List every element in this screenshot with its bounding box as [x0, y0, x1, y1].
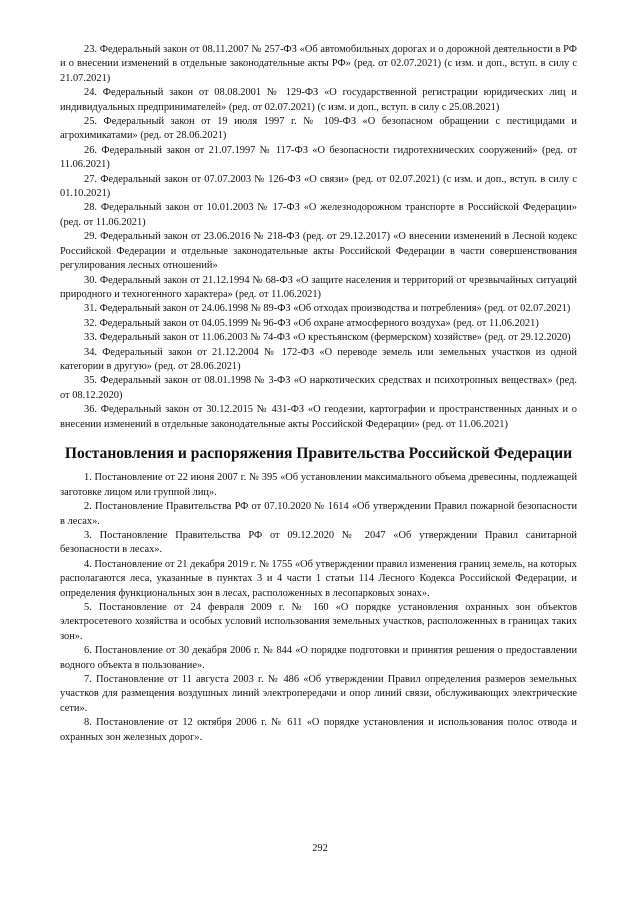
government-resolutions-list [60, 471, 577, 745]
resolution-item-2: 2. Постановление Правительства РФ от 07.10.2020 № 1614 «Об утверждении Правил пожарной безопасности в лесах». [60, 501, 577, 527]
law-item-25: 25. Федеральный закон от 19 июля 1997 г. № 109-ФЗ «О безопасном обращении с пестицидами и агрохимикатами» (ред. от 28.06.2021) [60, 116, 577, 142]
resolution-item-5: 5. Постановление от 24 февраля 2009 г. № 160 «О порядке установления охранных зон объектов электросетевого хозяйства и особых условий использования земельных участков, расположенных в границах таких зон». [60, 602, 577, 642]
law-item-35: 35. Федеральный закон от 08.01.1998 № 3-ФЗ «О наркотических средствах и психотропных веществах» (ред. от 08.12.2020) [60, 375, 577, 401]
law-item-36: 36. Федеральный закон от 30.12.2015 № 431-ФЗ «О геодезии, картографии и пространственных данных и о внесении изменений в отдельные законодательные акты Российской Федерации» (ред. от 11.06.2021) [60, 404, 577, 430]
resolution-item-3: 3. Постановление Правительства РФ от 09.12.2020 № 2047 «Об утверждении Правил санитарной безопасности в лесах». [60, 530, 577, 556]
law-item-26: 26. Федеральный закон от 21.07.1997 № 117-ФЗ «О безопасности гидротехнических сооружений» (ред. от 11.06.2021) [60, 144, 577, 171]
law-item-34: 34. Федеральный закон от 21.12.2004 № 172-ФЗ «О переводе земель или земельных участков из одной категории в другую» (ред. от 28.06.2021) [60, 346, 577, 372]
law-item-28: 28. Федеральный закон от 10.01.2003 № 17-ФЗ «О железнодорожном транспорте в Российской Федерации» (ред. от 11.06.2021) [60, 202, 577, 228]
resolution-item-6: 6. Постановление от 30 декабря 2006 г. № 844 «О порядке подготовки и принятия решения о предоставлении водного объекта в пользование». [60, 645, 577, 671]
resolution-item-7: 7. Постановление от 11 августа 2003 г. № 486 «Об утверждении Правил определения размеров земельных участков для размещения воздушных линий электропередачи и опор линий связи, обслуживающих электрические сети». [60, 674, 577, 714]
law-item-27: 27. Федеральный закон от 07.07.2003 № 126-ФЗ «О связи» (ред. от 02.07.2021) (с изм. и доп., вступ. в силу с 01.10.2021) [60, 173, 577, 200]
law-item-31: 31. Федеральный закон от 24.06.1998 № 89-ФЗ «Об отходах производства и потребления» (ред. от 02.07.2021) [84, 303, 571, 315]
resolution-item-1: 1. Постановление от 22 июня 2007 г. № 395 «Об установлении максимального объема древесины, подлежащей заготовке лицом или группой лиц». [60, 472, 577, 498]
law-item-23: 23. Федеральный закон от 08.11.2007 № 257-ФЗ «Об автомобильных дорогах и о дорожной деятельности в РФ и о внесении изменений в отдельные законодательные акты РФ» (ред. от 02.07.2021) (с изм. и доп., вступ. в силу с 21.07.2021) [60, 44, 577, 84]
law-item-24: 24. Федеральный закон от 08.08.2001 № 129-ФЗ «О государственной регистрации юридических лиц и индивидуальных предпринимателей» (ред. от 02.07.2021) (с изм. и доп., вступ. в силу с 25.08.2021) [60, 87, 577, 113]
section-heading: Постановления и распоряжения Правительства Российской Федерации [64, 444, 573, 462]
law-item-29: 29. Федеральный закон от 23.06.2016 № 218-ФЗ (ред. от 29.12.2017) «О внесении изменений в Лесной кодекс Российской Федерации и отдельные законодательные акты Российской Федерации в части совершенствования регулирования лесных отношений» [60, 231, 577, 272]
resolution-item-4: 4. Постановление от 21 декабря 2019 г. № 1755 «Об утверждении правил изменения границ земель, на которых располагаются леса, указанные в пунктах 3 и 4 части 1 статьи 114 Лесного Кодекса Российской Федерации, и определения функциональных зон в лесах, расположенных в лесопарковых зонах». [60, 558, 577, 599]
resolution-item-8: 8. Постановление от 12 октября 2006 г. № 611 «О порядке установления и использования полос отвода и охранных зон железных дорог». [60, 717, 577, 743]
law-item-33: 33. Федеральный закон от 11.06.2003 № 74-ФЗ «О крестьянском (фермерском) хозяйстве» (ред. от 29.12.2020) [84, 332, 571, 344]
law-item-32: 32. Федеральный закон от 04.05.1999 № 96-ФЗ «Об охране атмосферного воздуха» (ред. от 11.06.2021) [84, 317, 539, 329]
federal-laws-list [60, 43, 577, 432]
law-item-30: 30. Федеральный закон от 21.12.1994 № 68-ФЗ «О защите населения и территорий от чрезвычайных ситуаций природного и техногенного характера» (ред. от 11.06.2021) [60, 274, 577, 300]
page-number: 292 [312, 843, 328, 854]
